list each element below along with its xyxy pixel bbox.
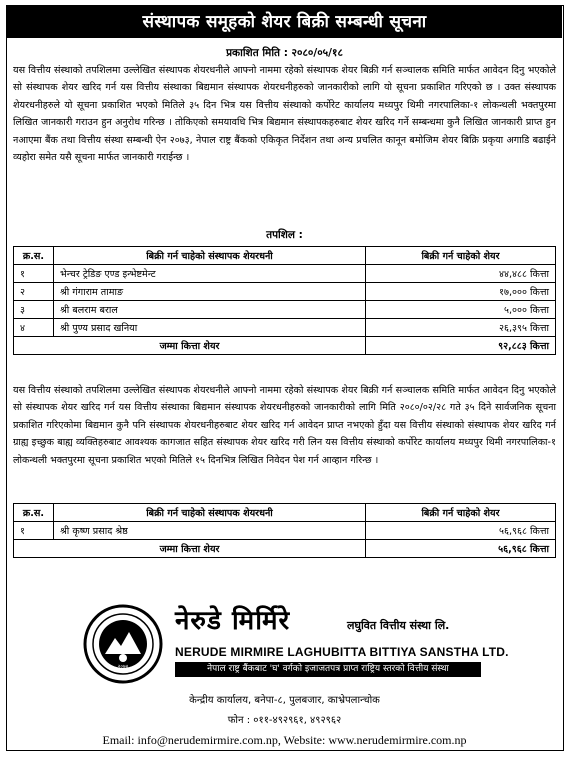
- circular-seal-icon: [83, 604, 163, 684]
- table-header-row: [14, 247, 556, 265]
- table-row: [14, 301, 556, 319]
- table-row: [14, 283, 556, 301]
- row-shares: ५६,९६८ कित्ता: [366, 522, 556, 540]
- svg-text:२०७४: २०७४: [117, 664, 129, 670]
- col-name-header: बिक्री गर्न चाहेको संस्थापक शेयरधनी: [54, 504, 366, 522]
- col-sn-header: क्र.स.: [14, 247, 54, 265]
- table-header-row: [14, 504, 556, 522]
- table-row: [14, 265, 556, 283]
- details-heading: तपशिल :: [266, 229, 303, 241]
- row-sn: ४: [14, 319, 54, 337]
- total-label: जम्मा कित्ता शेयर: [14, 337, 366, 355]
- total-value: ९२,८८३ कित्ता: [366, 337, 556, 355]
- published-date: प्रकाशित मिति : २०८०/०५/१८: [226, 47, 343, 59]
- table-row: [14, 522, 556, 540]
- website-link[interactable]: www.nerudemirmire.com.np: [328, 733, 467, 747]
- row-name: श्री पुण्य प्रसाद खनिया: [54, 319, 366, 337]
- col-sn-header: क्र.स.: [14, 504, 54, 522]
- row-name: श्री कृष्ण प्रसाद श्रेष्ठ: [54, 522, 366, 540]
- company-logo-block: [77, 604, 557, 704]
- col-name-header: बिक्री गर्न चाहेको संस्थापक शेयरधनी: [54, 247, 366, 265]
- row-sn: २: [14, 283, 54, 301]
- phone-number: फोन : ०११-४९२९६१, ४९२९६२: [227, 715, 342, 726]
- row-sn: ३: [14, 301, 54, 319]
- brand-english: NERUDE MIRMIRE LAGHUBITTA BITTIYA SANSTHA LTD.: [175, 645, 509, 659]
- brand-tagline: लघुवित वित्तीय संस्था लि.: [347, 619, 450, 632]
- row-sn: १: [14, 265, 54, 283]
- shareholder-table-2: [13, 503, 556, 558]
- brand-nepali: नेरुडे मिर्मिरे: [175, 606, 291, 636]
- notice-title: संस्थापक समूहको शेयर बिक्री सम्बन्धी सूचना: [7, 6, 562, 38]
- row-name: श्री गंगाराम तामाङ: [54, 283, 366, 301]
- notice-frame: [6, 5, 564, 751]
- row-name: भेन्चर ट्रेडिङ एण्ड इन्भेष्टमेन्ट: [54, 265, 366, 283]
- email-link[interactable]: info@nerudemirmire.com.np: [137, 733, 278, 747]
- col-shares-header: बिक्री गर्न चाहेको शेयर: [366, 247, 556, 265]
- website-label: Website:: [283, 733, 326, 747]
- contact-line: Email: info@nerudemirmire.com.np, Website: www.nerudemirmire.com.np: [102, 733, 467, 747]
- total-label: जम्मा कित्ता शेयर: [14, 540, 366, 558]
- total-value: ५६,९६८ कित्ता: [366, 540, 556, 558]
- table-row: [14, 319, 556, 337]
- email-label: Email:: [102, 733, 135, 747]
- notice-paragraph-1: यस वित्तीय संस्थाको तपशिलमा उल्लेखित संस्थापक शेयरधनीले आफ्नो नाममा रहेको संस्थापक शेयर बिक्री गर्न सञ्चालक समिति मार्फत आवेदन दिनु भएकोले सो संस्थापक शेयर खरिद गर्न यस वित्तीय संस्थाका बिद्यमान संस्थापक शेयरधनीहरुको जानकारीको लागि यो सूचना प्रकाशित गरिएको छ । उक्त संस्थापक शेयरधनीहरुले यो सूचना प्रकाशित भएको मितिले ३५ दिन भित्र यस वित्तीय संस्थाको कर्पोरेट कार्यालय मध्यपुर थिमी नगरपालिका-१ लोकन्थली भक्तपुरमा लिखित जानकारी गराउन हुन अनुरोध गरिन्छ । तोकिएको समयावधि भित्र बिद्यमान संस्थापकहरुबाट शेयर खरिद गर्ने सम्बन्धमा कुनै लिखित जानकारी प्राप्त हुन नआएमा बैंक तथा वित्तीय संस्था सम्बन्धी ऐन २०७३, नेपाल राष्ट्र बैंकको एकिकृत निर्देशन तथा अन्य प्रचलित कानून बमोजिम शेयर बिक्रि प्रकृया अगाडि बढाईने व्यहोरा समेत यसै सूचना मार्फत जानकारी गराईन्छ ।: [13, 65, 556, 164]
- row-shares: २६,३९५ कित्ता: [366, 319, 556, 337]
- row-sn: १: [14, 522, 54, 540]
- row-name: श्री बलराम बराल: [54, 301, 366, 319]
- brand-sub-tagline: नेपाल राष्ट्र बैंकबाट 'घ' वर्गको इजाजतपत्र प्राप्त राष्ट्रिय स्तरको वित्तीय संस्था: [175, 662, 481, 677]
- shareholder-table-1: [13, 246, 556, 355]
- row-shares: ५,००० कित्ता: [366, 301, 556, 319]
- office-address: केन्द्रीय कार्यालय, बनेपा-८, पुलबजार, काभ्रेपलान्चोक: [189, 695, 380, 706]
- row-shares: ४४,४८८ कित्ता: [366, 265, 556, 283]
- table-total-row: [14, 540, 556, 558]
- col-shares-header: बिक्री गर्न चाहेको शेयर: [366, 504, 556, 522]
- notice-paragraph-2: यस वित्तीय संस्थाको तपशिलमा उल्लेखित संस्थापक शेयरधनीले आफ्नो नाममा रहेको संस्थापक शेयर बिक्री गर्न सञ्चालक समिति मार्फत आवेदन दिनु भएकोले सो संस्थापक शेयर खरिद गर्न यस वित्तीय संस्थाका बिद्यमान संस्थापक शेयरधनीहरुको जानकारीको लागि मिति २०८०/०२/२८ गते ३५ दिने सार्वजनिक सूचना प्रकाशित गरिएकोमा बिद्यमान कुनै पनि संस्थापक शेयरधनीहरुबाट शेयर खरिद गर्न आवेदन प्राप्त नभएको हुँदा यस वित्तीय संस्थाको संस्थापक शेयर खरिद गर्न ग्राह्य इच्छुक बाह्य व्यक्तिहरुबाट आवश्यक कागजात सहित संस्थापक शेयर खरिद गरी लिन यस वित्तीय संस्थाको कर्पोरेट कार्यालय मध्यपुर थिमी नगरपालिका-१ लोकन्थली भक्तपुरमा सूचना प्रकाशित भएको मितिले १५ दिनभित्र लिखित निवेदन पेश गर्न आव्हान गरिन्छ ।: [13, 385, 556, 466]
- row-shares: १७,००० कित्ता: [366, 283, 556, 301]
- table-total-row: [14, 337, 556, 355]
